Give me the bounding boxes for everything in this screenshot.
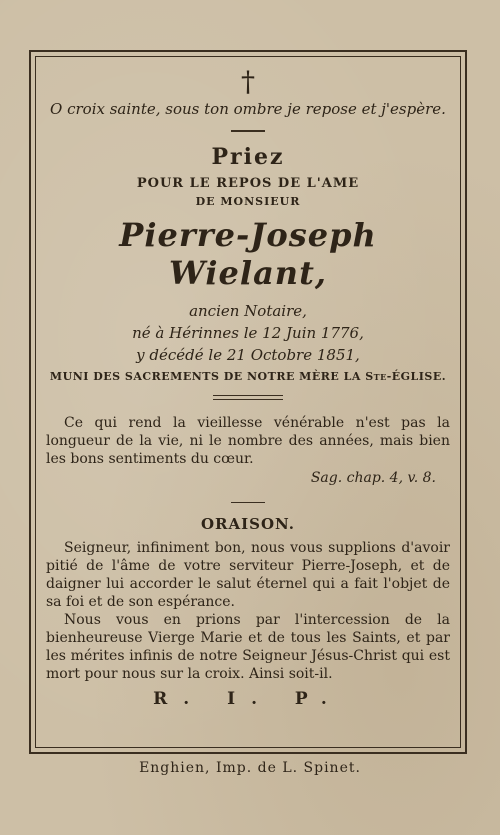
oraison-paragraph-2: Nous vous en prions par l'intercession de la bienheureuse Vierge Marie et de tous les Saints, et par les mérites infinis de notre Seigneur Jésus-Christ qui est mort pour nous sur la croix. Ainsi soit-il. bbox=[46, 612, 450, 682]
memorial-card bbox=[40, 60, 456, 709]
printer-line: Enghien, Imp. de L. Spinet. bbox=[139, 760, 361, 776]
prayer-line: POUR LE REPOS DE L'AME bbox=[136, 176, 360, 191]
motto: O croix sainte, sous ton ombre je repose et j'espère. bbox=[50, 100, 446, 118]
divider bbox=[231, 502, 265, 503]
quote-citation: Sag. chap. 4, v. 8. bbox=[310, 470, 436, 486]
deceased-name: Pierre-Joseph Wielant, bbox=[119, 216, 377, 292]
birth-line: né à Hérinnes le 12 Juin 1776, bbox=[132, 324, 364, 342]
sacraments-line: MUNI DES SACREMENTS DE NOTRE MÈRE LA Ste-ÉGLISE. bbox=[49, 370, 447, 383]
oraison-paragraph-1: Seigneur, infiniment bon, nous vous supplions d'avoir pitié de l'âme de votre serviteur Pierre-Joseph, et de daigner lui accorder le salut éternel qui a fait l'objet de sa foi et de son espérance. bbox=[46, 540, 450, 610]
title: Priez bbox=[211, 144, 285, 170]
deceased-role: ancien Notaire, bbox=[189, 302, 307, 320]
cross-icon: † bbox=[241, 65, 255, 98]
double-divider bbox=[213, 395, 283, 396]
death-line: y décédé le 21 Octobre 1851, bbox=[136, 346, 360, 364]
oraison-heading: ORAISON. bbox=[200, 515, 296, 533]
prayer-subline: DE MONSIEUR bbox=[195, 195, 301, 208]
quote-text: Ce qui rend la vieillesse vénérable n'est pas la longueur de la vie, ni le nombre des années, mais bien les bons sentiments du cœur. bbox=[46, 415, 450, 467]
divider bbox=[231, 130, 265, 132]
rip-line: R. I. P. bbox=[153, 689, 343, 709]
